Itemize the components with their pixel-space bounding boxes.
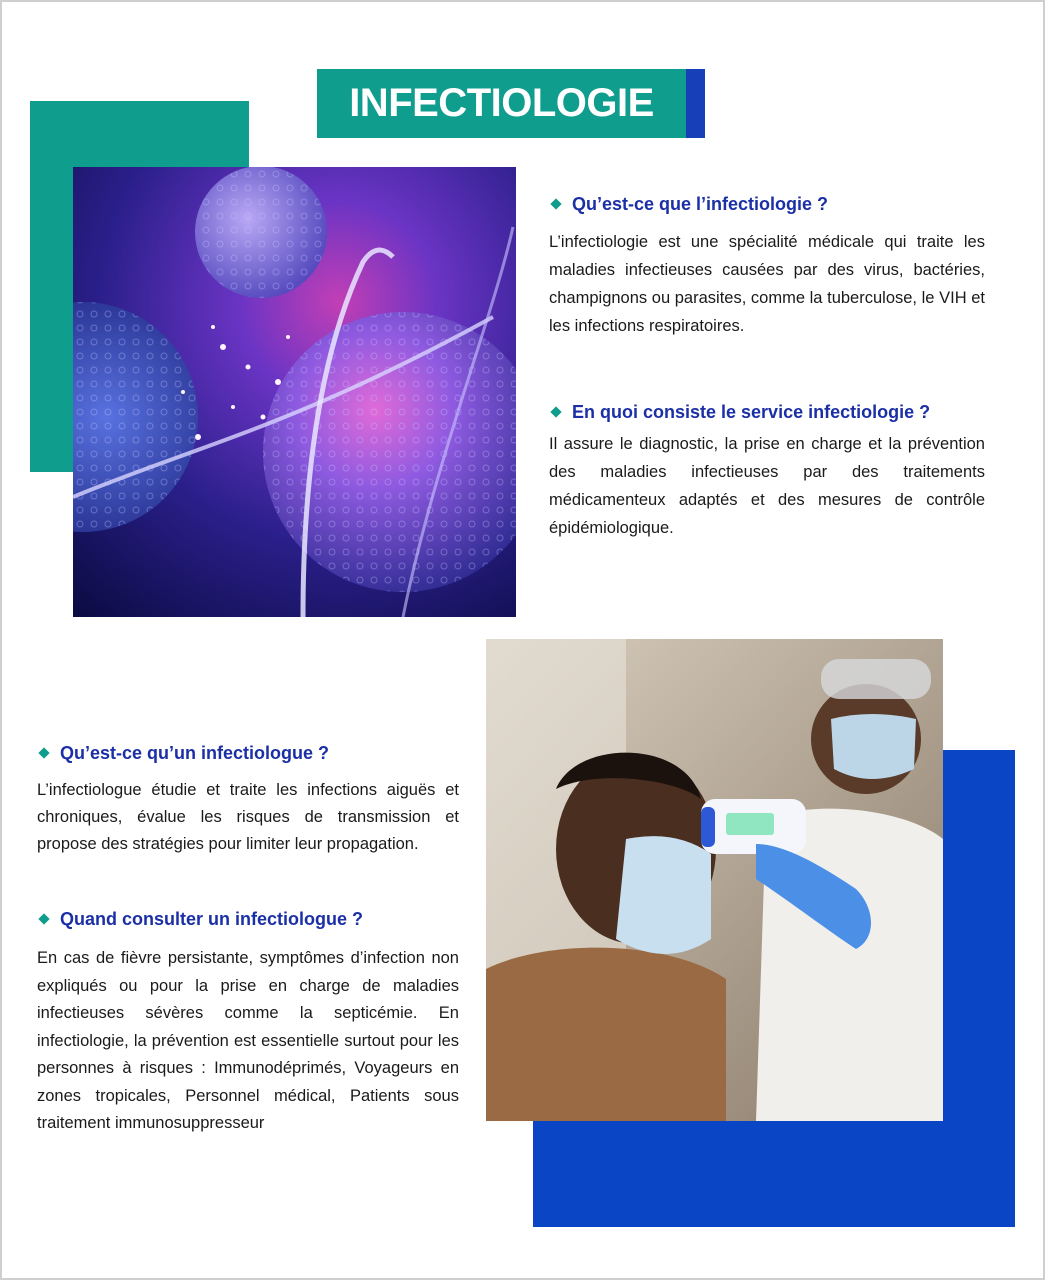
page-title: INFECTIOLOGIE (349, 81, 654, 125)
section-heading-text: Qu’est-ce que l’infectiologie ? (572, 194, 829, 214)
section-heading (549, 400, 985, 424)
temperature-check-image (486, 639, 943, 1121)
diamond-bullet-icon (550, 198, 561, 209)
section-what-is-infectiology (549, 192, 985, 340)
diamond-bullet-icon (38, 747, 49, 758)
section-heading (37, 907, 459, 931)
section-service-infectiology (549, 400, 985, 542)
diamond-bullet-icon (38, 913, 49, 924)
section-what-is-infectiologist (37, 741, 459, 858)
section-heading-text: Quand consulter un infectiologue ? (60, 909, 364, 929)
title-accent-bar (686, 69, 705, 138)
section-heading (549, 192, 985, 216)
diamond-bullet-icon (550, 406, 561, 417)
section-heading-text: Qu’est-ce qu’un infectiologue ? (60, 743, 330, 763)
virus-cells-icon (73, 167, 516, 617)
section-body: L’infectiologie est une spécialité médicale qui traite les maladies infectieuses causées par des virus, bactéries, champignons ou parasites, comme la tuberculose, le VIH et les infections respiratoires. (549, 233, 985, 335)
temperature-check-icon (486, 639, 943, 1121)
section-body: Il assure le diagnostic, la prise en charge et la prévention des maladies infectieuses par des traitements médicamenteux adaptés et des mesures de contrôle épidémiologique. (549, 435, 985, 537)
section-heading-text: En quoi consiste le service infectiologie ? (572, 402, 931, 422)
section-body: L’infectiologue étudie et traite les infections aiguës et chroniques, évalue les risques de transmission et propose des stratégies pour limiter leur propagation. (37, 781, 459, 853)
section-heading (37, 741, 459, 765)
section-body: En cas de fièvre persistante, symptômes d’infection non expliqués ou pour la prise en charge de maladies infectieuses sévères comme la septicémie. En infectiologie, la prévention est essentielle surtout pour les personnes à risques : Immunodéprimés, Voyageurs en zones tropicales, Personnel médical, Patients sous traitement immunosuppresseur (37, 949, 459, 1132)
virus-cells-image (73, 167, 516, 617)
section-when-to-consult (37, 907, 459, 1138)
